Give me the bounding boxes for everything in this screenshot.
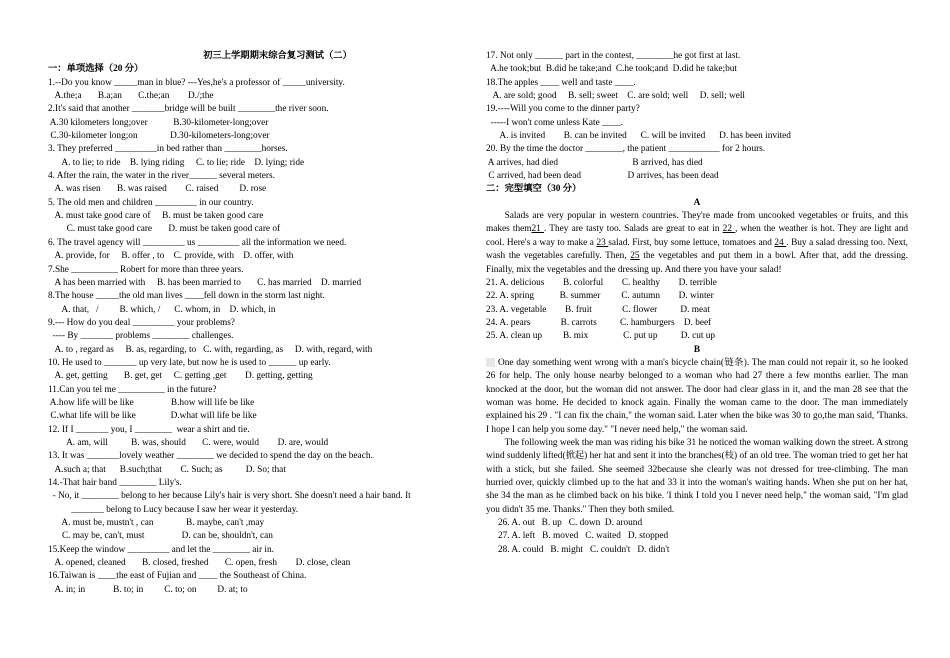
passage-b-paragraph-2: The following week the man was riding his bike 31 he noticed the woman walking down the street. A strong wind suddenly lifted(掀起) her hat and sent it into the branches(枝) of an old tree. The woman tried to get her hat with a stick, but she failed. She seemed 32because she clearly was not dressed for tree-climbing. The man hurried over, quickly climbed up to the hat and 33 it into the woman's waiting hands. When she put on her hat, she 34 the man as he climbed back on his bike. 'I think I told you I never need help," the woman said, "I'm glad you didn't 35 me. Thanks." Then they both smiled. (486, 437, 908, 515)
left-column (48, 50, 473, 597)
blank-23: 23 (596, 237, 609, 248)
question-line: 8.The house _____the old man lives ____fell down in the storm last night. (48, 291, 325, 302)
passage-a-options (486, 277, 908, 344)
question-line: A. to , regard as B. as, regarding, to C. with, regarding, as D. with, regard, with (48, 344, 373, 355)
question-line: 7.She __________ Robert for more than three years. (48, 264, 244, 275)
question-line: A.how life will be like B.how will life be like (48, 397, 255, 408)
question-line: A. in; in B. to; in C. to; on D. at; to (48, 584, 248, 595)
question-line: A. is invited B. can be invited C. will be invited D. has been invited (486, 131, 791, 142)
question-line: A.the;a B.a;an C.the;an D./;the (48, 91, 214, 102)
question-line: A. am, will B. was, should C. were, would D. are, would (48, 437, 329, 448)
passage-a-segment: salad. First, buy some lettuce, tomatoes and (608, 237, 775, 248)
question-line: A. provide, for B. offer , to C. provide, with D. offer, with (48, 251, 294, 262)
question-line: -----I won't come unless Kate ____. (486, 117, 623, 128)
question-line: 5. The old men and children _________ in our country. (48, 197, 254, 208)
passage-b-label: B (693, 344, 701, 355)
blank-22: 22 (722, 224, 736, 235)
question-line: C.30-kilometer long;on D.30-kilometers-long;over (48, 131, 270, 142)
question-line: C arrived, had been dead D arrives, has been dead (486, 171, 719, 182)
section1-heading: 一：单项选择（20 分） (48, 64, 144, 75)
question-line: 9.--- How do you deal _________ your problems? (48, 317, 235, 328)
question-line: ---- By _______ problems ________ challenges. (48, 331, 234, 342)
question-line: A. must be, mustn't , can B. maybe, can't ,may (48, 518, 265, 529)
question-line: A. get, getting B. get, get C. getting ,get D. getting, getting (48, 371, 313, 382)
placeholder-box (486, 358, 495, 367)
question-line: 3. They preferred _________in bed rather than ________horses. (48, 144, 288, 155)
passage-a-segment: , when the weather is hot. They are light and cool. Here's a way to make a (486, 224, 909, 248)
question-line: 1.--Do you know _____man in blue? ---Yes,he's a professor of _____university. (48, 77, 345, 88)
option-line: 28. A. could B. might C. couldn't D. didn't (498, 544, 670, 555)
question-line: A.30 kilometers long;over B.30-kilometer-long;over (48, 117, 269, 128)
section1-questions-continued (486, 50, 908, 183)
question-line: A.such a; that B.such;that C. Such; as D. So; that (48, 464, 286, 475)
right-column (486, 50, 908, 557)
question-line: 6. The travel agency will _________ us _________ all the information we need. (48, 237, 347, 248)
option-line: 22. A. spring B. summer C. autumn D. winter (486, 291, 714, 302)
question-line: 12. If I _______ you, I ________ wear a shirt and tie. (48, 424, 250, 435)
passage-a-label: A (693, 197, 701, 208)
blank-21: 21 (531, 224, 544, 235)
question-line: A. opened, cleaned B. closed, freshed C. open, fresh D. close, clean (48, 558, 351, 569)
question-line: C.what life will be like D.what will life be like (48, 411, 257, 422)
question-line: 15.Keep the window _________ and let the ________ air in. (48, 544, 274, 555)
passage-a-segment: Salads are very popular in western countries. They're made from uncooked vegetables or fruits, and this makes them (486, 211, 908, 235)
question-line: A. must take good care of B. must be taken good care (48, 211, 264, 222)
section1-questions (48, 77, 473, 597)
question-line: A.he took;but B.did he take;and C.he took;and D.did he take;but (486, 64, 737, 75)
question-line: 20. By the time the doctor ________, the patient ___________ for 2 hours. (486, 144, 766, 155)
passage-a-segment: . Buy a salad dressing too. Next, wash the vegetables carefully. Then, (486, 237, 909, 262)
question-line: A. to lie; to ride B. lying riding C. to lie; ride D. lying; ride (48, 157, 305, 168)
question-line: A arrives, had died B arrived, has died (486, 157, 703, 168)
question-line: 2.It's said that another _______bridge will be built ________the river soon. (48, 104, 329, 115)
option-line: 21. A. delicious B. colorful C. healthy D. terrible (486, 277, 717, 288)
option-line: 27. A. left B. moved C. waited D. stopped (498, 531, 669, 542)
question-line: 11.Can you tel me __________ in the future? (48, 384, 217, 395)
option-line: 23. A. vegetable B. fruit C. flower D. meat (486, 304, 710, 315)
question-line: C. may be, can't, must D. can be, shouldn't, can (48, 531, 273, 542)
passage-a-segment: . They are tasty too. Salads are great to eat in (543, 224, 723, 235)
option-line: 25. A. clean up B. mix C. put up D. cut up (486, 331, 716, 342)
question-line: 4. After the rain, the water in the river______ several meters. (48, 171, 275, 182)
question-line: 13. It was _______lovely weather ________ we decided to spend the day on the beach. (48, 451, 373, 462)
passage-b-options (486, 517, 908, 557)
passage-b-paragraph-1 (486, 357, 908, 437)
blank-25: 25 (630, 251, 640, 262)
question-line: - No, it ________ belong to her because Lily's hair is very short. She doesn't need a hair band. It (48, 491, 411, 502)
question-line: A. that, / B. which, / C. whom, in D. which, in (48, 304, 276, 315)
question-line: 16.Taiwan is ____the east of Fujian and ____ the Southeast of China. (48, 571, 307, 582)
question-line: _______ belong to Lucy because I saw her wear it yesterday. (48, 504, 299, 515)
question-line: 10. He used to _______ up very late, but now he is used to ______ up early. (48, 357, 331, 368)
question-line: 14.-That hair band ________ Lily's. (48, 478, 182, 488)
question-line: A has been married with B. has been married to C. has married D. married (48, 277, 362, 288)
question-line: C. must take good care D. must be taken good care of (48, 224, 281, 235)
passage-a-segment: the vegetables and put them in a bowl. After that, add the dressing. Finally, mix the vegetables and the dressing up. And there you have your salad! (486, 251, 908, 275)
question-line: 17. Not only ______ part in the contest, ________he got first at last. (486, 51, 741, 61)
question-line: A. are sold; good B. sell; sweet C. are sold; well D. sell; well (486, 91, 745, 102)
section2-heading: 二：完型填空（30 分） (486, 184, 582, 195)
question-line: A. was risen B. was raised C. raised D. rose (48, 184, 267, 195)
question-line: 19.----Will you come to the dinner party? (486, 104, 640, 115)
page-title: 初三上学期期末综合复习测试（二） (203, 51, 352, 61)
question-line: 18.The apples ____ well and taste ____. (486, 77, 636, 88)
blank-24: 24 (774, 237, 787, 248)
option-line: 24. A. pears B. carrots C. hamburgers D. beef (486, 317, 712, 328)
option-line: 26. A. out B. up C. down D. around (498, 518, 643, 529)
passage-b-text-1: One day something went wrong with a man's bicycle chain(链条). The man could not repair it, so he looked 26 for help. The only house nearby belonged to a woman who had 27 there a few months earlier. The man knocked at the door, but the woman did not answer. The door had clear glass in it, and the man 28 see that the woman was home. He decided to knock again. Finally the woman came to the door. The man immediately explained his 29 . "I can fix the chain," the woman said. Later when the bike was 30 to go,the man said, 'Thanks. I hope I can help you some day." "I never need help," the woman said. (486, 357, 908, 435)
passage-a-text (486, 210, 908, 277)
